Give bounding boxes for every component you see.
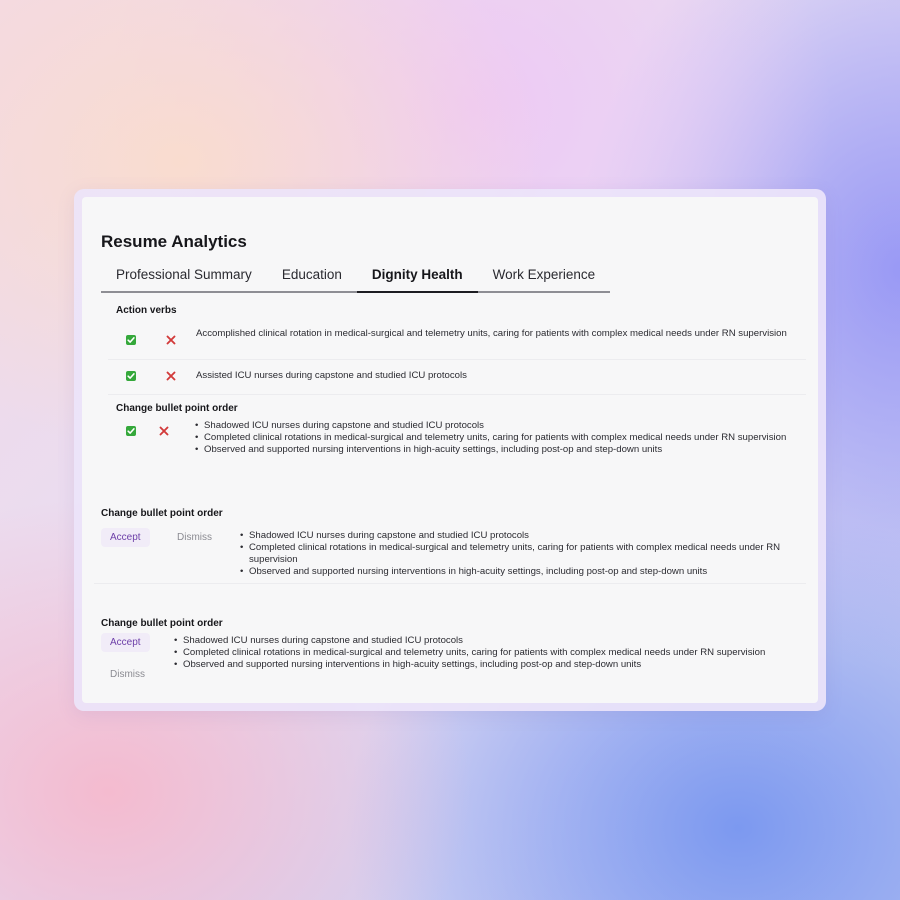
- check-icon[interactable]: [126, 371, 136, 381]
- analytics-card: [82, 197, 818, 703]
- bullet-order-label: Change bullet point order: [116, 403, 238, 414]
- list-item: • Observed and supported nursing interventions in high-acuity settings, including post-op and step-down units: [195, 444, 805, 456]
- list-item: • Completed clinical rotations in medical-surgical and telemetry units, caring for patients with complex medical needs under RN supervision: [240, 542, 795, 566]
- suggestion-text: Assisted ICU nurses during capstone and studied ICU protocols: [196, 370, 467, 381]
- bullet-list: [195, 420, 805, 456]
- dismiss-button[interactable]: Dismiss: [177, 532, 212, 543]
- page-title: Resume Analytics: [101, 232, 247, 251]
- tab-bar: [101, 259, 610, 293]
- tab-work-experience[interactable]: Work Experience: [492, 267, 596, 282]
- tab-dignity-health[interactable]: Dignity Health: [357, 259, 478, 291]
- suggestion-row: [108, 359, 806, 395]
- list-item: • Observed and supported nursing interventions in high-acuity settings, including post-op and step-down units: [240, 566, 795, 578]
- tab-education[interactable]: Education: [281, 267, 342, 282]
- list-item: • Shadowed ICU nurses during capstone and studied ICU protocols: [240, 530, 795, 542]
- analytics-card-frame: [74, 189, 826, 711]
- dismiss-button[interactable]: Dismiss: [110, 669, 145, 680]
- bullet-order-label: Change bullet point order: [101, 508, 223, 519]
- divider: [94, 583, 806, 584]
- bullet-order-label: Change bullet point order: [101, 618, 223, 629]
- list-item: • Completed clinical rotations in medical-surgical and telemetry units, caring for patients with complex medical needs under RN supervision: [174, 647, 784, 659]
- list-item: • Completed clinical rotations in medical-surgical and telemetry units, caring for patients with complex medical needs under RN supervision: [195, 432, 805, 444]
- list-item: • Shadowed ICU nurses during capstone and studied ICU protocols: [174, 635, 784, 647]
- suggestion-row: [108, 323, 806, 360]
- check-icon[interactable]: [126, 335, 136, 345]
- accept-button[interactable]: Accept: [101, 528, 150, 547]
- list-item: • Observed and supported nursing interventions in high-acuity settings, including post-op and step-down units: [174, 659, 784, 671]
- suggestion-text: Accomplished clinical rotation in medical-surgical and telemetry units, caring for patients with complex medical needs under RN supervision: [196, 328, 787, 339]
- x-icon[interactable]: [159, 426, 169, 436]
- bullet-list: [174, 635, 784, 671]
- x-icon[interactable]: [166, 371, 176, 381]
- action-verbs-label: Action verbs: [116, 305, 177, 316]
- accept-button[interactable]: Accept: [101, 633, 150, 652]
- tab-professional-summary[interactable]: Professional Summary: [116, 267, 252, 282]
- list-item: • Shadowed ICU nurses during capstone and studied ICU protocols: [195, 420, 805, 432]
- x-icon[interactable]: [166, 335, 176, 345]
- check-icon[interactable]: [126, 426, 136, 436]
- bullet-list: [240, 530, 795, 578]
